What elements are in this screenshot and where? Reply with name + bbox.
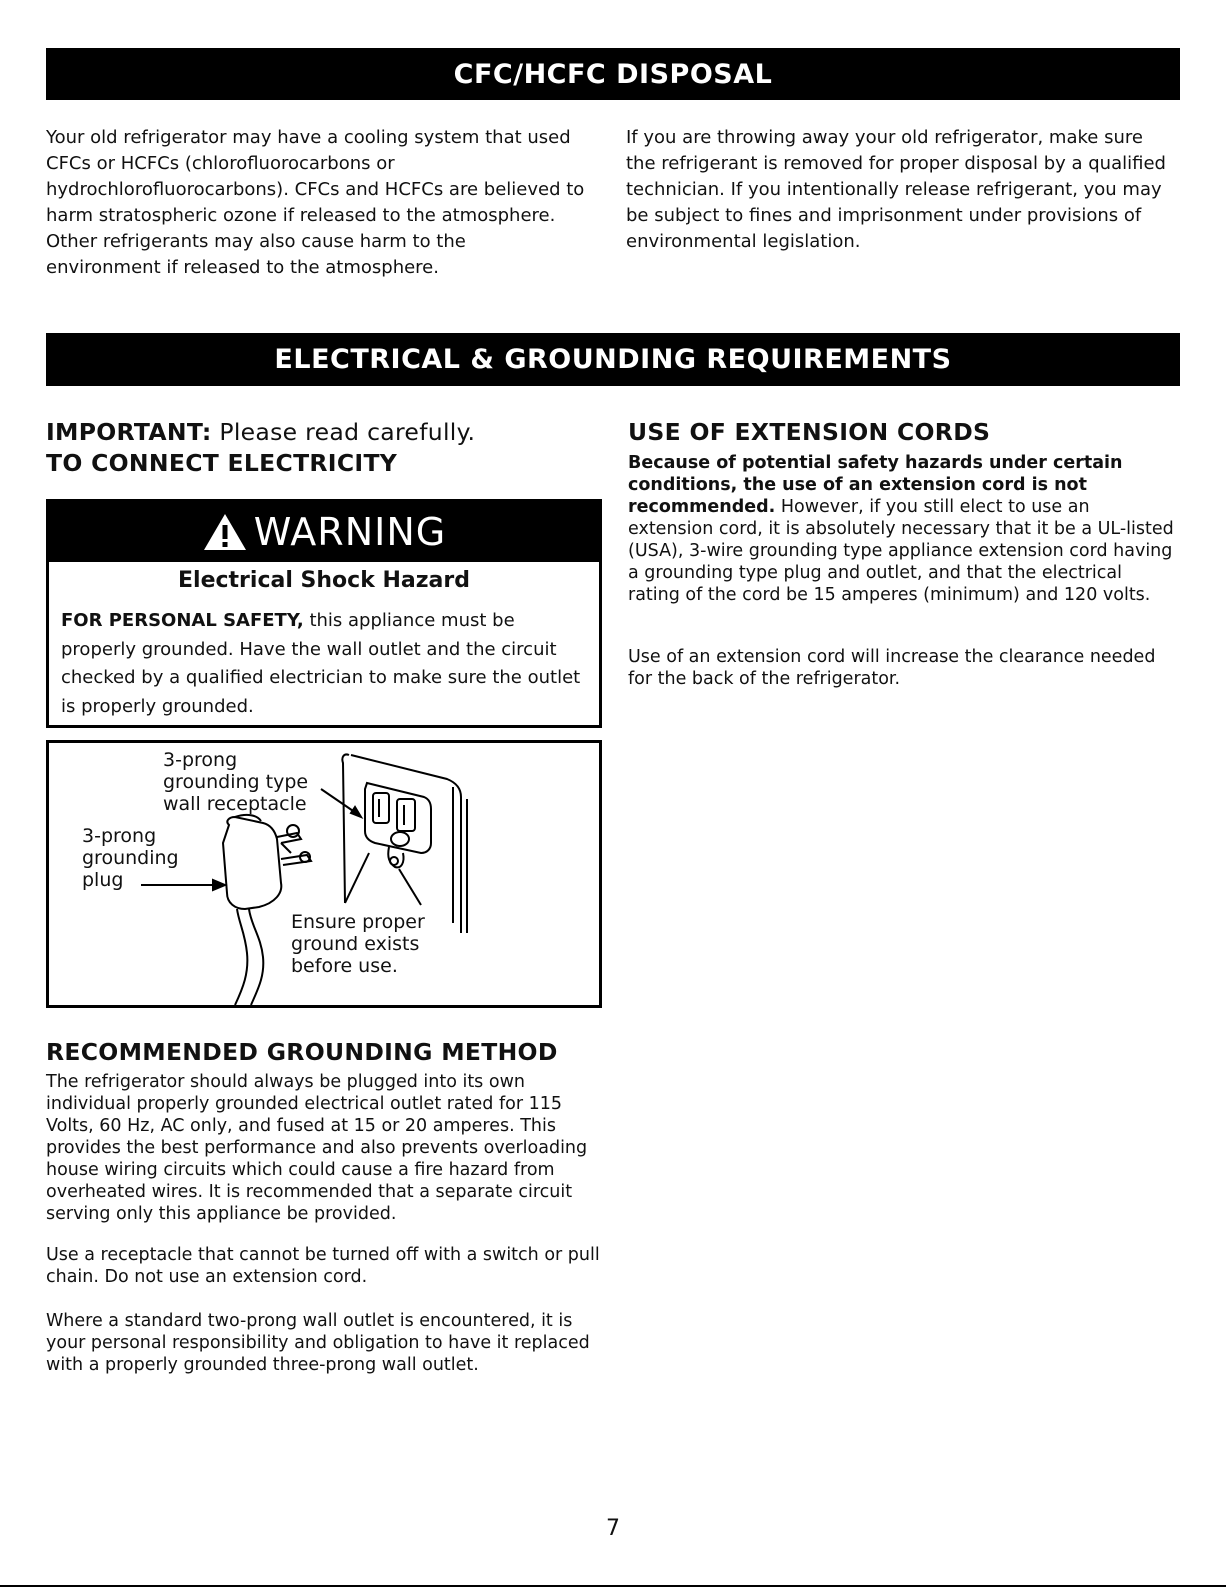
ground-label: Ensure proper ground exists before use. [291, 911, 425, 977]
important-label: IMPORTANT: [46, 418, 212, 446]
electrical-banner: ELECTRICAL & GROUNDING REQUIREMENTS [46, 333, 1180, 386]
warning-box [46, 499, 602, 728]
grounding-paragraph-1: The refrigerator should always be plugged into its own individual properly grounded electrical outlet rated for 115 Volts, 60 Hz, AC only, and fused at 15 or 20 amperes. This provides the best performance and also prevents overloading house wiring circuits which could cause a fire hazard from overheated wires. It is recommended that a separate circuit serving only this appliance be provided. [46, 1072, 588, 1224]
warning-title: WARNING [253, 510, 447, 554]
plug-receptacle-illustration [49, 743, 599, 1005]
extension-bold: Because of potential safety hazards under certain conditions, the use of an extension cord is not recommended. [628, 453, 1123, 517]
extension-paragraph-1 [628, 452, 1178, 606]
warning-triangle-icon [202, 512, 248, 552]
warning-body: this appliance must be properly grounded. Have the wall outlet and the circuit checked by a qualified electrician to make sure the outlet is properly grounded. [61, 610, 581, 717]
extension-body: However, if you still elect to use an extension cord, it is absolutely necessary that it be a UL-listed (USA), 3-wire grounding type appliance extension cord having a grounding type plug and outlet, and that the electrical rating of the cord be 15 amperes (minimum) and 120 volts. [628, 497, 1174, 605]
receptacle-label: 3-prong grounding type wall receptacle [163, 749, 309, 815]
plug-figure [46, 740, 602, 1008]
grounding-heading: RECOMMENDED GROUNDING METHOD [46, 1038, 558, 1066]
cfc-right-paragraph: If you are throwing away your old refrigerator, make sure the refrigerant is removed for proper disposal by a qualified technician. If you intentionally release refrigerant, you may be subject to fines and imprisonment under provisions of environmental legislation. [626, 127, 1166, 252]
connect-electricity-heading: TO CONNECT ELECTRICITY [46, 449, 398, 477]
important-text: Please read carefully. [211, 418, 476, 446]
extension-heading: USE OF EXTENSION CORDS [628, 418, 991, 446]
cfc-left-paragraph: Your old refrigerator may have a cooling system that used CFCs or HCFCs (chlorofluorocarbons or hydrochlorofluorocarbons). CFCs and HCFCs are believed to harm stratospheric ozone if released to the atmosphere. Other refrigerants may also cause harm to the environment if released to the atmosphere. [46, 127, 585, 278]
warning-text [61, 607, 591, 721]
grounding-paragraph-2: Use a receptacle that cannot be turned off with a switch or pull chain. Do not use an extension cord. [46, 1245, 600, 1287]
page-number: 7 [606, 1516, 620, 1541]
plug-label: 3-prong grounding plug [82, 825, 179, 891]
extension-paragraph-2: Use of an extension cord will increase the clearance needed for the back of the refrigerator. [628, 647, 1156, 689]
warning-lead: FOR PERSONAL SAFETY, [61, 610, 304, 631]
warning-bar [49, 502, 599, 562]
important-note [46, 417, 606, 447]
bottom-rule [0, 1585, 1226, 1587]
hazard-title: Electrical Shock Hazard [178, 568, 470, 593]
grounding-paragraph-3: Where a standard two-prong wall outlet is encountered, it is your personal responsibility and obligation to have it replaced with a properly grounded three-prong wall outlet. [46, 1311, 590, 1375]
cfc-banner: CFC/HCFC DISPOSAL [46, 48, 1180, 100]
